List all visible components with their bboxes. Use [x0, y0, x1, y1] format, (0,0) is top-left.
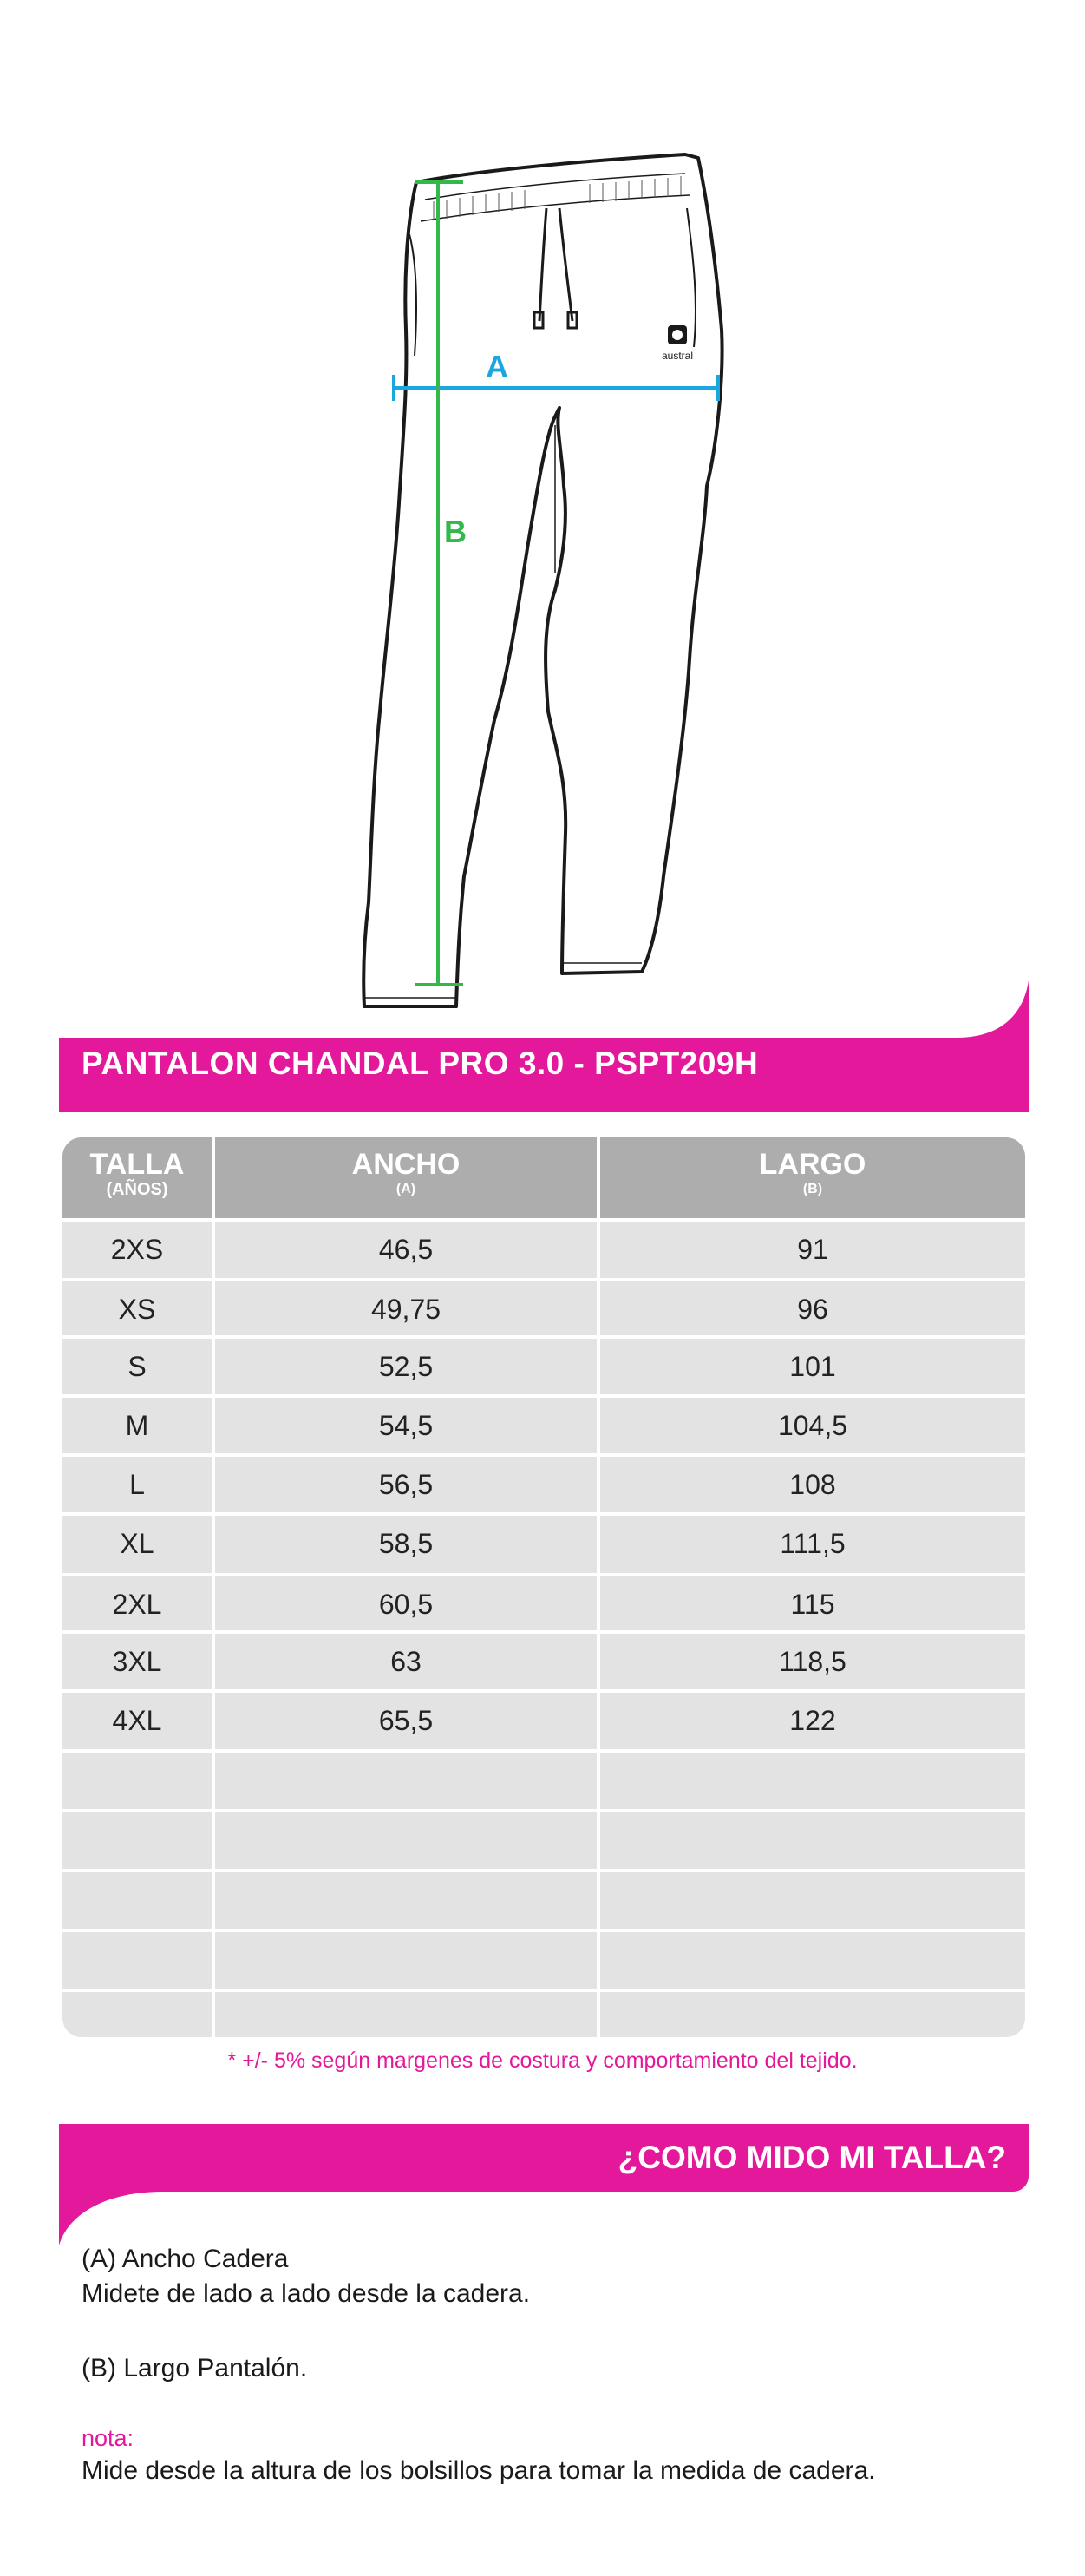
cell-size: 2XL [112, 1589, 162, 1620]
cell-size: 4XL [112, 1705, 162, 1736]
cell-width [215, 1812, 597, 1868]
cell-length: 111,5 [780, 1528, 846, 1559]
how-to-measure-title: ¿COMO MIDO MI TALLA? [618, 2140, 1006, 2175]
nota-text: Mide desde la altura de los bolsillos para tomar la medida de cadera. [82, 2456, 876, 2485]
cell-size [62, 1812, 212, 1868]
cell-width: 63 [390, 1646, 422, 1677]
cell-length [600, 1753, 1025, 1808]
cell-length: 96 [797, 1294, 828, 1325]
cell-width [215, 1753, 597, 1808]
cell-size: L [129, 1469, 145, 1500]
cell-size [62, 1872, 212, 1928]
header-length: LARGO (B) [759, 1148, 866, 1196]
instruction-b-title: (B) Largo Pantalón. [82, 2354, 308, 2383]
cell-length [600, 1992, 1025, 2037]
tolerance-note: * +/- 5% según margenes de costura y comportamiento del tejido. [227, 2048, 858, 2073]
title-banner [59, 980, 1029, 1112]
brand-logo [668, 325, 687, 344]
instruction-a-title: (A) Ancho Cadera [82, 2245, 289, 2273]
cell-size: 3XL [112, 1646, 162, 1677]
cell-length [600, 1932, 1025, 1988]
cell-width: 52,5 [378, 1351, 434, 1382]
cell-size: M [125, 1410, 149, 1441]
nota-label: nota: [82, 2425, 134, 2451]
cell-size: XS [118, 1294, 156, 1325]
cell-width: 56,5 [378, 1469, 434, 1500]
cell-length: 91 [797, 1234, 828, 1265]
cell-length: 118,5 [779, 1646, 846, 1677]
header-size: TALLA (AÑOS) [89, 1148, 185, 1199]
measure-b-label: B [444, 514, 467, 549]
cell-width: 46,5 [378, 1234, 434, 1265]
cell-width [215, 1872, 597, 1928]
cell-length: 101 [789, 1351, 836, 1382]
cell-width: 65,5 [378, 1705, 434, 1736]
instruction-a-desc: Midete de lado a lado desde la cadera. [82, 2279, 531, 2308]
cell-size [62, 1992, 212, 2037]
cell-width: 58,5 [378, 1528, 434, 1559]
cell-size: 2XS [110, 1234, 164, 1265]
cell-length [600, 1812, 1025, 1868]
measure-a-label: A [486, 349, 508, 384]
size-table [62, 1137, 1025, 2037]
cell-width [215, 1992, 597, 2037]
product-title: PANTALON CHANDAL PRO 3.0 - PSPT209H [82, 1045, 759, 1081]
cell-width: 60,5 [378, 1589, 434, 1620]
how-to-measure-banner [59, 2124, 1029, 2245]
cell-size [62, 1753, 212, 1808]
cell-width: 54,5 [378, 1410, 434, 1441]
header-width: ANCHO (A) [351, 1148, 461, 1196]
brand-text: austral [661, 350, 694, 362]
pants-illustration [0, 0, 1085, 1024]
cell-width [215, 1932, 597, 1988]
cell-length [600, 1872, 1025, 1928]
cell-size [62, 1932, 212, 1988]
cell-size: S [127, 1351, 147, 1382]
cell-size: XL [120, 1528, 154, 1559]
cell-length: 122 [789, 1705, 836, 1736]
cell-length: 108 [789, 1469, 836, 1500]
cell-length: 104,5 [777, 1410, 848, 1441]
cell-length: 115 [790, 1589, 835, 1620]
cell-width: 49,75 [370, 1294, 441, 1325]
